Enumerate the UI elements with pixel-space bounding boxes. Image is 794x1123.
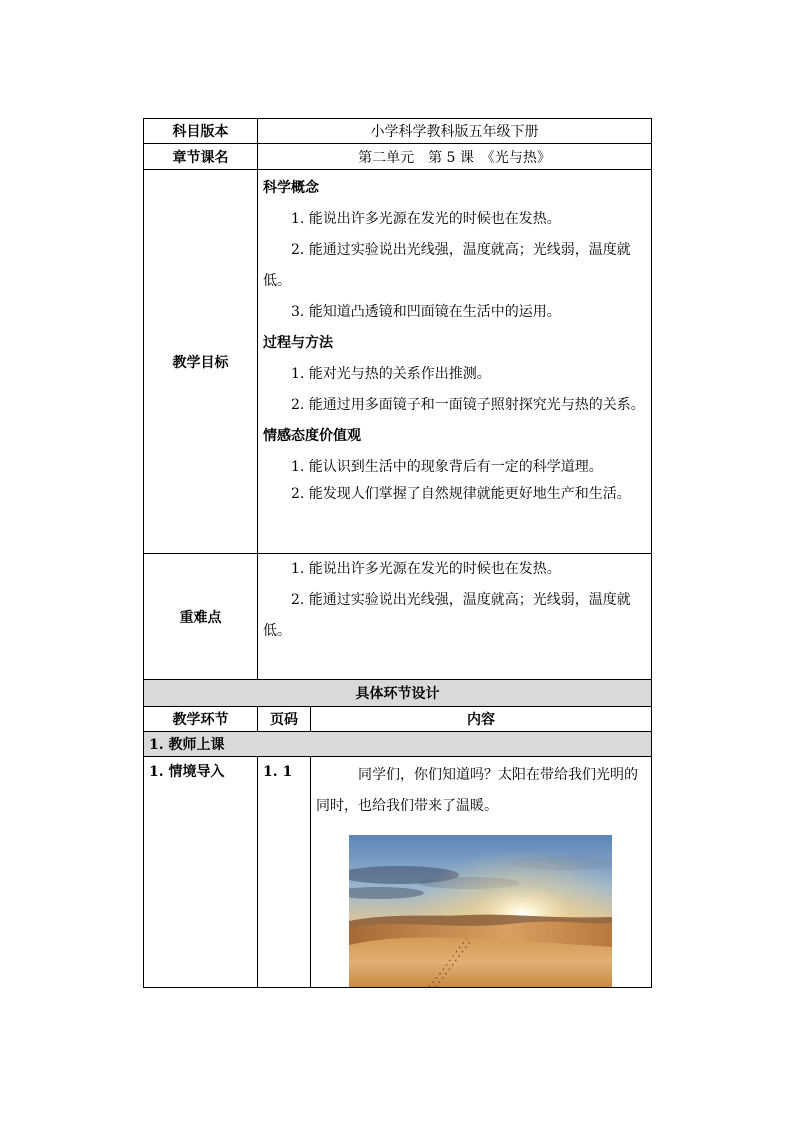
attitude-item-1: 1. 能认识到生活中的现象背后有一定的科学道理。 [291,459,603,475]
concept-heading: 科学概念 [263,180,319,196]
col-stage-header: 教学环节 [144,707,258,732]
key-points-row [144,554,652,680]
page-text: 1. 1 [263,764,293,780]
design-header-row [144,707,652,732]
key-point-item-2: 2. 能通过实验说出光线强，温度就高；光线弱，温度就低。 [263,592,631,639]
content-text: 同学们，你们知道吗？太阳在带给我们光明的同时，也给我们带来了温暖。 [316,767,638,814]
concept-item-1: 1. 能说出许多光源在发光的时候也在发热。 [291,211,561,227]
subject-version-value: 小学科学教科版五年级下册 [258,119,652,144]
section-row [144,732,652,757]
design-title: 具体环节设计 [144,680,652,707]
attitude-heading: 情感态度价值观 [263,428,361,444]
attitude-item-2: 2. 能发现人们掌握了自然规律就能更好地生产和生活。 [291,486,631,502]
subject-version-row [144,119,652,144]
content-cell [311,757,652,988]
chapter-label: 章节课名 [144,144,258,170]
col-page-header: 页码 [258,707,311,732]
section-title: 1. 教师上课 [144,732,652,757]
process-heading: 过程与方法 [263,335,333,351]
chapter-row [144,144,652,170]
objectives-content [258,170,652,554]
subject-version-label: 科目版本 [144,119,258,144]
concept-item-3: 3. 能知道凸透镜和凹面镜在生活中的运用。 [291,304,561,320]
process-item-2: 2. 能通过用多面镜子和一面镜子照射探究光与热的关系。 [291,397,645,413]
objectives-row [144,170,652,554]
stage-text: 1. 情境导入 [149,764,225,780]
process-item-1: 1. 能对光与热的关系作出推测。 [291,366,491,382]
col-content-header: 内容 [311,707,652,732]
key-points-content [258,554,652,680]
page-cell [258,757,311,988]
objectives-label: 教学目标 [144,170,258,554]
concept-item-2: 2. 能通过实验说出光线强，温度就高；光线弱，温度就低。 [263,242,631,289]
design-title-row [144,680,652,707]
desert-sunset-photo [349,835,612,987]
lesson-plan-table [143,118,652,988]
key-point-item-1: 1. 能说出许多光源在发光的时候也在发热。 [291,561,561,577]
stage-cell [144,757,258,988]
intro-row [144,757,652,988]
key-points-label: 重难点 [144,554,258,680]
chapter-value: 第二单元 第 5 课 《光与热》 [258,144,652,170]
